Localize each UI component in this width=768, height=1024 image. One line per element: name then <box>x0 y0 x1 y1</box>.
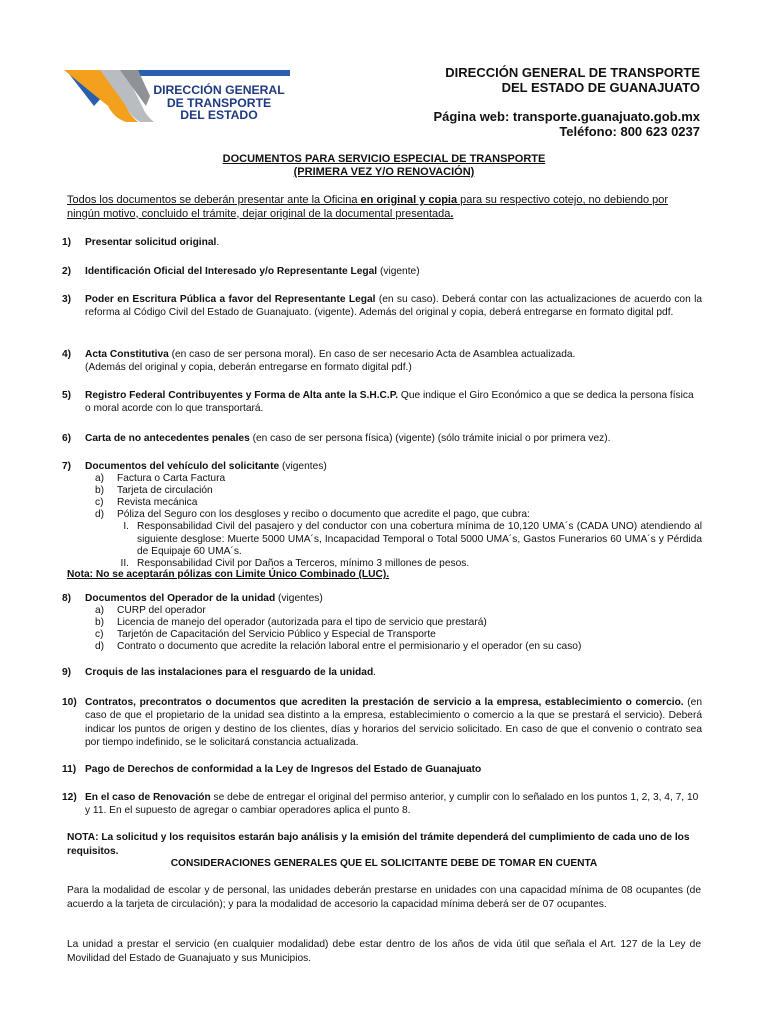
web-address: Página web: transporte.guanajuato.gob.mx <box>433 109 700 124</box>
intro-text-a: Todos los documentos se deberán presentar ante la Oficina <box>67 194 361 206</box>
item-number: 10) <box>62 697 77 708</box>
list-text: Responsabilidad Civil del pasajero y del conductor con una cobertura mínima de 10,120 UMA´s (CADA UNO) atendiendo al siguiente desglose: Muerte 5000 UMA´s, Incapacidad Temporal o Total 5000 UMA´s, Gastos Funerarios 60 UMA´s y Pérdida de Equipaje 60 UMA´s. <box>137 521 702 557</box>
item-number: 6) <box>62 433 72 444</box>
insurance-coverage-list <box>115 521 702 569</box>
item-text: . <box>216 237 220 248</box>
item-text: (vigentes) <box>275 593 323 604</box>
item-title: Documentos del vehículo del solicitante <box>85 461 280 472</box>
list-label: I. <box>123 521 129 533</box>
phone-number: Teléfono: 800 623 0237 <box>559 124 700 139</box>
item-title: Contratos, precontratos o documentos que acrediten la prestación de servicio a la empresa, establecimiento o comercio. <box>85 697 684 708</box>
item-number: 4) <box>62 349 72 360</box>
list-item <box>95 629 702 641</box>
list-text: CURP del operador <box>117 605 206 617</box>
list-text: Responsabilidad Civil por Daños a Terceros, mínimo 3 millones de pesos. <box>137 557 470 569</box>
considerations-paragraph-2: La unidad a prestar el servicio (en cualquier modalidad) debe estar dentro de los años de vida útil que señala el Art. 127 de la Ley de Movilidad del Estado de Guanajuato y sus Municipios. <box>67 939 701 964</box>
item-number: 8) <box>62 593 72 604</box>
requirement-1 <box>62 236 702 249</box>
item-text: (vigente) <box>377 266 420 277</box>
requirement-2 <box>62 265 702 278</box>
item-title: Croquis de las instalaciones para el resguardo de la unidad <box>85 667 374 678</box>
requirement-11 <box>62 763 702 776</box>
list-item <box>95 473 702 485</box>
logo-line3: DEL ESTADO <box>180 108 258 122</box>
requirement-9 <box>62 666 702 679</box>
org-line2: DEL ESTADO DE GUANAJUATO <box>501 80 700 95</box>
requirement-4 <box>62 348 702 375</box>
item-text-line2: (Además del original y copia, deberán entregarse en formato digital pdf.) <box>85 362 412 374</box>
list-text: Tarjeta de circulación <box>117 485 213 497</box>
considerations-paragraph-1: Para la modalidad de escolar y de personal, las unidades deberán prestarse en unidades con una capacidad mínima de 08 ocupantes (de acuerdo a la tarjeta de circulación); y para la modalidad de accesorio la capacidad mínima deberá ser de 07 ocupantes. <box>67 885 701 910</box>
analysis-note: NOTA: La solicitud y los requisitos estarán bajo análisis y la emisión del trámite dependerá del cumplimiento de cada uno de los requisitos. <box>67 832 690 857</box>
item-title: Registro Federal Contribuyentes y Forma de Alta ante la S.H.C.P. <box>85 390 399 401</box>
operator-documents-list <box>95 605 702 653</box>
org-line1: DIRECCIÓN GENERAL DE TRANSPORTE <box>445 65 700 80</box>
list-item <box>95 485 702 497</box>
list-item <box>95 617 702 629</box>
considerations-title: CONSIDERACIONES GENERALES QUE EL SOLICITANTE DEBE DE TOMAR EN CUENTA <box>170 858 598 869</box>
item-text: (en caso de que el propietario de la unidad sea distinto a la empresa, establecimiento o comercio a la que se prestará el servicio). Deberá indicar los puntos de origen y destino de los clientes, días y horarios del servicio solicitado. En caso de que el convenio o contrato sea por tiempo indefinido, se le solicitará constancia actualizada. <box>85 697 702 748</box>
item-number: 3) <box>62 294 72 305</box>
org-name <box>445 65 700 95</box>
logo-line1: DIRECCIÓN GENERAL <box>153 83 285 97</box>
item-title: En el caso de Renovación <box>85 792 211 803</box>
item-text: . <box>373 667 377 678</box>
item-number: 5) <box>62 390 72 401</box>
requirement-8 <box>62 593 702 653</box>
luc-note: Nota: No se aceptarán pólizas con Limite Único Combinado (LUC). <box>67 569 390 580</box>
requirement-3 <box>62 293 702 320</box>
list-label: b) <box>95 485 105 497</box>
item-text: (vigentes) <box>279 461 327 472</box>
list-text: Revista mecánica <box>117 497 198 509</box>
list-item <box>95 605 702 617</box>
intro-paragraph <box>67 194 701 221</box>
logo-line2: DE TRANSPORTE <box>166 95 272 110</box>
requirement-7 <box>62 461 702 570</box>
intro-text-bold: en original y copia <box>360 194 458 206</box>
list-item <box>95 497 702 509</box>
requirement-10 <box>62 696 702 749</box>
item-title: Carta de no antecedentes penales <box>85 433 250 444</box>
item-title: Pago de Derechos de conformidad a la Ley de Ingresos del Estado de Guanajuato <box>85 764 482 775</box>
requirement-12 <box>62 791 702 818</box>
vehicle-documents-list <box>95 473 702 570</box>
item-title: Poder en Escritura Pública a favor del Representante Legal <box>85 294 376 305</box>
item-number: 1) <box>62 237 72 248</box>
list-label: c) <box>95 629 104 641</box>
item-text: (en caso de ser persona moral). En caso de ser necesario Acta de Asamblea actualizada. <box>168 349 576 360</box>
item-number: 9) <box>62 667 72 678</box>
item-text: (en su caso). Deberá contar con las actualizaciones de acuerdo con la reforma al Código Civil del Estado de Guanajuato. (vigente). Además del original y copia, deberá entregarse en formato digital pdf. <box>85 294 702 319</box>
document-title <box>0 153 768 179</box>
title-line2: (PRIMERA VEZ Y/O RENOVACIÓN) <box>293 166 475 178</box>
requirement-6 <box>62 432 702 445</box>
title-line1: DOCUMENTOS PARA SERVICIO ESPECIAL DE TRANSPORTE <box>222 153 546 165</box>
list-label: a) <box>95 605 105 617</box>
list-label: II. <box>120 557 129 569</box>
list-label: a) <box>95 473 105 485</box>
item-number: 11) <box>62 764 77 775</box>
requirement-5 <box>62 389 702 416</box>
item-title: Acta Constitutiva <box>85 349 169 360</box>
list-text: Licencia de manejo del operador (autorizada para el tipo de servicio que prestará) <box>117 617 487 629</box>
list-label: b) <box>95 617 105 629</box>
list-item <box>115 521 702 557</box>
intro-text-b: para su respectivo cotejo, no debiendo por ningún motivo, concluido el trámite, dejar original de la documental presentada <box>67 194 669 220</box>
contact-info <box>433 109 700 139</box>
item-title: Presentar solicitud original <box>85 237 217 248</box>
list-label: d) <box>95 509 105 521</box>
item-number: 7) <box>62 461 72 472</box>
item-text: (en caso de ser persona física) (vigente) (sólo trámite inicial o por primera vez). <box>249 433 611 444</box>
item-text: Que indique el Giro Económico a que se dedica la persona física o moral acorde con lo que transportará. <box>85 390 694 415</box>
list-item <box>95 509 702 521</box>
list-text: Factura o Carta Factura <box>117 473 226 485</box>
agency-logo <box>64 66 292 128</box>
list-text: Tarjetón de Capacitación del Servicio Público y Especial de Transporte <box>117 629 436 641</box>
logo-text <box>151 84 287 122</box>
item-title: Identificación Oficial del Interesado y/o Representante Legal <box>85 266 378 277</box>
list-text: Póliza del Seguro con los desgloses y recibo o documento que acredite el pago, que cubra: <box>117 509 530 521</box>
intro-text-end: . <box>450 207 454 220</box>
item-text: se debe de entregar el original del permiso anterior, y cumplir con lo señalado en los puntos 1, 2, 3, 4, 7, 10 y 11. En el supuesto de agregar o cambiar operadores aplica el punto 8. <box>85 792 699 817</box>
list-text: Contrato o documento que acredite la relación laboral entre el permisionario y el operador (en su caso) <box>117 641 582 653</box>
item-number: 12) <box>62 792 77 803</box>
list-item <box>95 641 702 653</box>
list-label: d) <box>95 641 105 653</box>
list-label: c) <box>95 497 104 509</box>
item-number: 2) <box>62 266 72 277</box>
item-title: Documentos del Operador de la unidad <box>85 593 276 604</box>
